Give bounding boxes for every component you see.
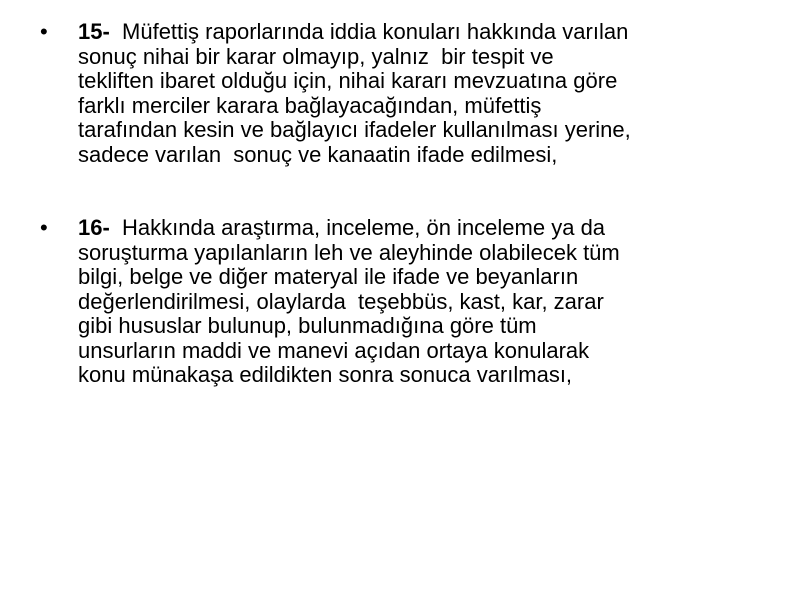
item-number: 15- xyxy=(78,19,110,44)
item-line: farklı merciler karara bağlayacağından, müfettiş xyxy=(78,92,542,118)
item-line: tekliften ibaret olduğu için, nihai kararı mevzuatına göre xyxy=(78,68,618,93)
bullet-icon: • xyxy=(40,19,48,44)
item-text: Hakkında araştırma, inceleme, ön inceleme ya da xyxy=(109,215,606,240)
item-line: unsurların maddi ve manevi açıdan ortaya konularak xyxy=(78,337,590,363)
item-line: sadece varılan sonuç ve kanaatin ifade edilmesi, xyxy=(78,141,558,167)
item-text: Müfettiş raporlarında iddia konuları hakkında varılan xyxy=(109,19,629,44)
item-line: soruşturma yapılanların leh ve aleyhinde olabilecek tüm xyxy=(78,239,620,265)
bullet-list xyxy=(40,20,760,388)
item-line: sonuç nihai bir karar olmayıp, yalnız bir tespit ve xyxy=(78,43,554,69)
list-item xyxy=(40,216,760,388)
item-line xyxy=(78,20,760,45)
item-line: bilgi, belge ve diğer materyal ile ifade ve beyanların xyxy=(78,264,579,289)
list-item xyxy=(40,20,760,167)
item-line xyxy=(78,216,760,241)
item-line: değerlendirilmesi, olaylarda teşebbüs, kast, kar, zarar xyxy=(78,288,604,314)
item-line: tarafından kesin ve bağlayıcı ifadeler kullanılması yerine, xyxy=(78,117,631,142)
item-line: konu münakaşa edildikten sonra sonuca varılması, xyxy=(78,362,573,387)
bullet-icon: • xyxy=(40,215,48,240)
item-number: 16- xyxy=(78,215,110,240)
item-line: gibi hususlar bulunup, bulunmadığına göre tüm xyxy=(78,313,537,338)
